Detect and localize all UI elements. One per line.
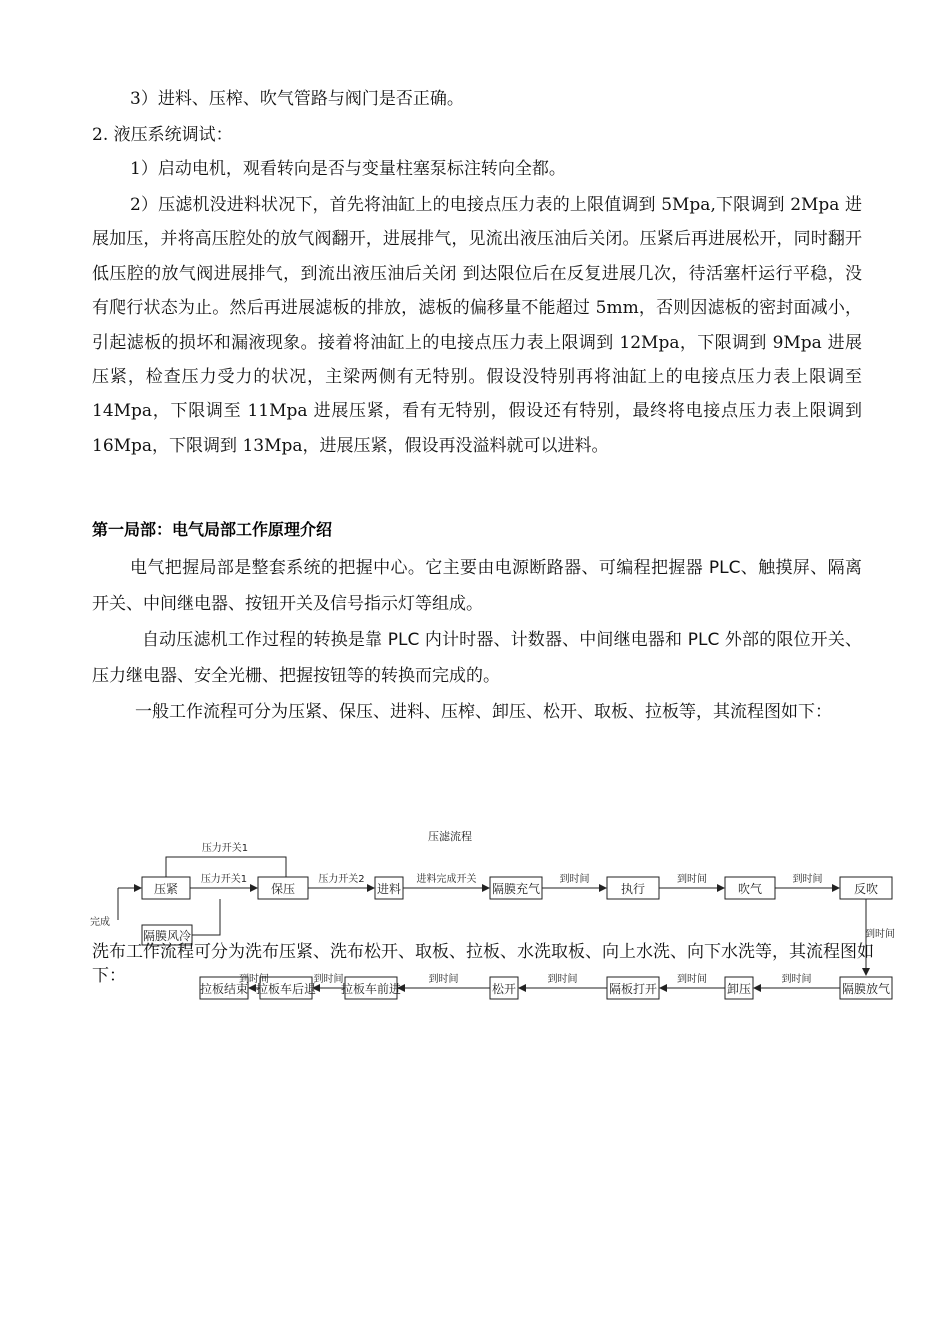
flow-edge-label-top-1: 压力开关1 <box>200 874 248 885</box>
flow-node-label-4: 隔膜充气 <box>491 882 541 896</box>
flowchart-top-row <box>90 841 892 928</box>
flow-edge-label-bottom-6: 到时间 <box>781 974 812 985</box>
flowchart-title: 压滤流程 <box>428 830 472 843</box>
flow-bottom-node-label-5: 隔板打开 <box>608 982 658 996</box>
flow-node-label-6: 吹气 <box>737 882 763 896</box>
flow-edge-label-bottom-2: 到时间 <box>313 974 344 985</box>
electrical-para-1: 电气把握局部是整套系统的把握中心。它主要由电源断路器、可编程把握器 PLC、触摸屏、隔离开关、中间继电器、按钮开关及信号指示灯等组成。 <box>92 558 862 614</box>
hydraulic-step-2: 2）压滤机没进料状况下，首先将油缸上的电接点压力表的上限值调到 5Mpa,下限调到 2Mpa 进展加压，并将高压腔处的放气阀翻开，进展排气，见流出液压油后关闭。压紧后再进展松开，同时翻开低压腔的放气阀进展排气，到流出液压油后关闭 到达限位后在反复进展几次，待活塞杆运行平稳，没有爬行状态为止。然后再进展滤板的排放，滤板的偏移量不能超过 5mm，否则因滤板的密封面减小，引起滤板的损坏和漏液现象。接着将油缸上的电接点压力表上限调到 12Mpa，下限调到 9Mpa 进展压紧，检查压力受力的状况，主梁两侧有无特别。假设没特别再将油缸上的电接点压力表上限调至 14Mpa，下限调至 11Mpa 进展压紧，看有无特别，假设还有特别，最终将电接点压力表上限调到 16Mpa，下限调到 13Mpa，进展压紧，假设再没溢料就可以进料。 <box>92 195 862 456</box>
flow-bottom-node-label-3: 拉板车前进 <box>340 982 402 996</box>
hydraulic-item-3: 3）进料、压榨、吹气管路与阀门是否正确。 <box>130 89 464 109</box>
flow-node-mid-label: 隔膜风冷 <box>142 929 192 943</box>
flow-side-label-left: 完成 <box>90 917 110 928</box>
electrical-para-2: 自动压滤机工作过程的转换是靠 PLC 内计时器、计数器、中间继电器和 PLC 外部的限位开关、压力继电器、安全光栅、把握按钮等的转换而完成的。 <box>92 630 862 686</box>
flow-edge-label-bottom-5: 到时间 <box>677 974 707 985</box>
flow-edge-label-bottom-4: 到时间 <box>547 974 578 985</box>
flow-loop-label: 压力开关1 <box>201 843 249 854</box>
flow-bottom-node-label-4: 松开 <box>491 982 517 996</box>
flow-bottom-node-label-2: 拉板车后退 <box>255 982 317 996</box>
flow-edge-label-top-4: 到时间 <box>559 874 590 885</box>
flow-edge-label-top-6: 到时间 <box>792 874 823 885</box>
flow-edge-label-top-5: 到时间 <box>677 874 707 885</box>
washing-flow-text: 洗布工作流程可分为洗布压紧、洗布松开、取板、拉板、水洗取板、向上水洗、向下水洗等，其流程图如下： <box>92 942 874 986</box>
flow-side-label-right: 到时间 <box>865 929 895 940</box>
flow-node-label-3: 进料 <box>376 882 402 896</box>
hydraulic-step-1: 1）启动电机，观看转向是否与变量柱塞泵标注转向全都。 <box>130 159 566 179</box>
flow-edge-label-bottom-3: 到时间 <box>428 974 459 985</box>
flow-edge-label-top-3: 进料完成开关 <box>416 874 477 885</box>
flow-edge-label-bottom-1: 到时间 <box>239 974 269 985</box>
section-heading: 第一局部：电气局部工作原理介绍 <box>92 520 333 539</box>
flow-edge-label-top-2: 压力开关2 <box>318 874 365 885</box>
section-2-title: 2. 液压系统调试： <box>92 125 233 145</box>
electrical-para-3: 一般工作流程可分为压紧、保压、进料、压榨、卸压、松开、取板、拉板等，其流程图如下： <box>135 702 832 722</box>
flow-bottom-node-label-7: 隔膜放气 <box>841 982 891 996</box>
flow-node-label-5: 执行 <box>620 882 646 896</box>
flow-node-label-7: 反吹 <box>853 882 879 896</box>
flow-mid-link <box>192 899 220 935</box>
flow-node-label-2: 保压 <box>270 882 296 896</box>
flow-bottom-node-label-1: 拉板结束 <box>199 982 249 996</box>
flow-bottom-node-label-6: 卸压 <box>726 982 752 996</box>
flow-node-label-1: 压紧 <box>153 882 179 896</box>
